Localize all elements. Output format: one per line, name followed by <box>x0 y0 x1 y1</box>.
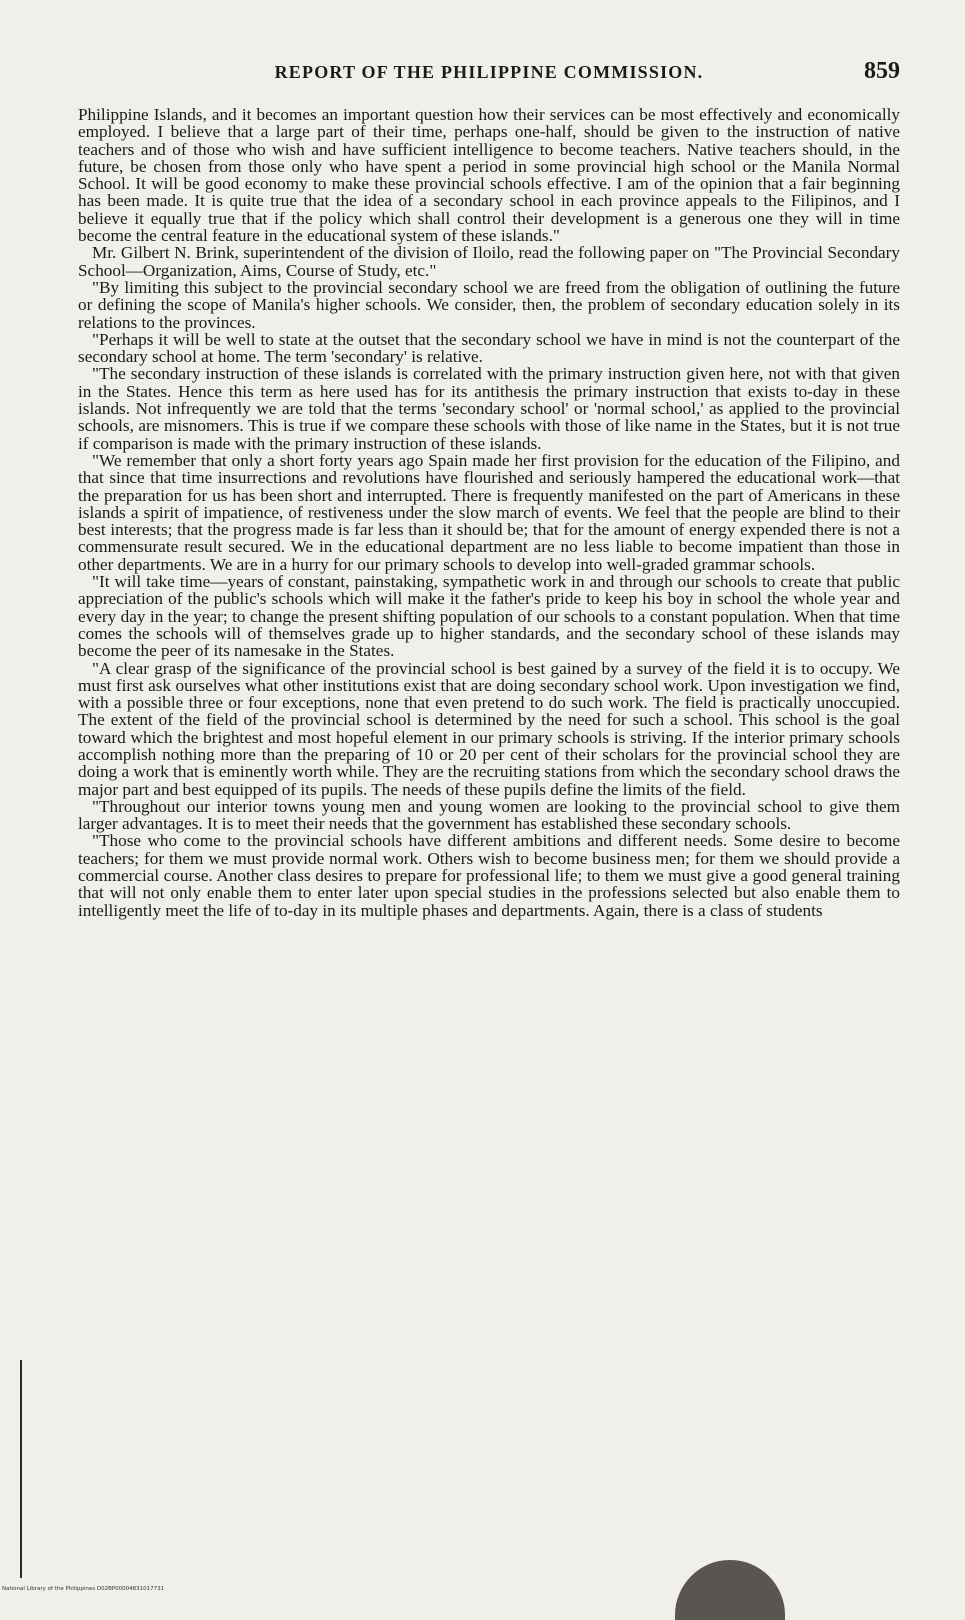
paragraph: "Throughout our interior towns young men and young women are looking to the provincial school to give them larger advantages. It is to meet their needs that the government has established these secondary schools. <box>78 796 900 834</box>
paragraph: "A clear grasp of the significance of the provincial school is best gained by a survey of the field it is to occupy. We must first ask ourselves what other institutions exist that are doing secondary school work. Upon investigation we find, with a possible three or four exceptions, none that even pretend to do such work. The field is practically unoccupied. The extent of the field of the provincial school is determined by the need for such a school. This school is the goal toward which the brightest and most hopeful element in our primary schools is striving. If the interior primary schools accomplish nothing more than the preparing of 10 or 20 per cent of their scholars for the provincial school they are doing a work that is eminently worth while. They are the recruiting stations from which the secondary school draws the major part and best equipped of its pupils. The needs of these pupils define the limits of the field. <box>78 658 900 799</box>
paragraph: "It will take time—years of constant, painstaking, sympathetic work in and through our schools to create that public appreciation of the public's schools which will make it the father's pride to keep his boy in school the whole year and every day in the year; to change the present shifting population of our schools to a constant population. When that time comes the schools will of themselves grade up to higher standards, and the secondary school of these islands may become the peer of its namesake in the States. <box>78 572 900 661</box>
paragraph: Philippine Islands, and it becomes an important question how their services can be most effectively and economically employed. I believe that a large part of their time, perhaps one-half, should be given to the instruction of native teachers and of those who wish and have sufficient intelligence to become teachers. Native teachers should, in the future, be chosen from those only who have spent a period in some provincial high school or the Manila Normal School. It will be good economy to make these provincial schools effective. I am of the opinion that a fair beginning has been made. It is quite true that the idea of a secondary school in each province appeals to the Filipinos, and I believe it equally true that if the policy which shall control their development is a generous one they will in time become the central feature in the educational system of these islands." <box>78 105 900 246</box>
page-number: 859 <box>864 58 900 84</box>
body-text <box>78 106 900 919</box>
paragraph: "We remember that only a short forty years ago Spain made her first provision for the education of the Filipino, and that since that time insurrections and revolutions have flourished and seriously hampered the educational work—that the preparation for us has been short and interrupted. There is frequently manifested on the part of Americans in these islands a spirit of impatience, of restiveness under the slow march of events. We feel that the people are blind to their best interests; that the progress made is far less than it should be; that for the amount of energy expended there is not a commensurate result secured. We in the educational department are no less liable to become impatient than those in other departments. We are in a hurry for our primary schools to develop into well-graded grammar schools. <box>78 450 900 574</box>
binding-edge-line <box>20 1360 22 1578</box>
page-header <box>78 58 900 92</box>
running-title: REPORT OF THE PHILIPPINE COMMISSION. <box>274 62 704 82</box>
paragraph: Mr. Gilbert N. Brink, superintendent of the division of Iloilo, read the following paper on "The Provincial Secondary School—Organization, Aims, Course of Study, etc." <box>78 243 900 280</box>
paragraph: "Perhaps it will be well to state at the outset that the secondary school we have in mind is not the counterpart of the secondary school at home. The term 'secondary' is relative. <box>78 329 900 367</box>
paragraph: "Those who come to the provincial schools have different ambitions and different needs. Some desire to become teachers; for them we must provide normal work. Others wish to become business men; for them we should provide a commercial course. Another class desires to prepare for professional life; to them we must give a good general training that will not only enable them to enter later upon special studies in the professions selected but also enable them to intelligently meet the life of to-day in its multiple phases and departments. Again, there is a class of students <box>78 831 900 920</box>
scan-thumb-shadow <box>675 1560 785 1620</box>
paragraph: "By limiting this subject to the provincial secondary school we are freed from the obligation of outlining the future or defining the scope of Manila's higher schools. We consider, then, the problem of secondary education solely in its relations to the provinces. <box>78 277 900 332</box>
paragraph: "The secondary instruction of these islands is correlated with the primary instruction given here, not with that given in the States. Hence this term as here used has for its antithesis the primary instruction that exists to-day in these islands. Not infrequently we are told that the terms 'secondary school' or 'normal school,' as applied to the provincial schools, are misnomers. This is true if we compare these schools with those of like name in the States, but it is not true if comparison is made with the primary instruction of these islands. <box>78 364 900 453</box>
library-stamp: National Library of the Philippines D02BP00004831017731 <box>2 1586 165 1592</box>
